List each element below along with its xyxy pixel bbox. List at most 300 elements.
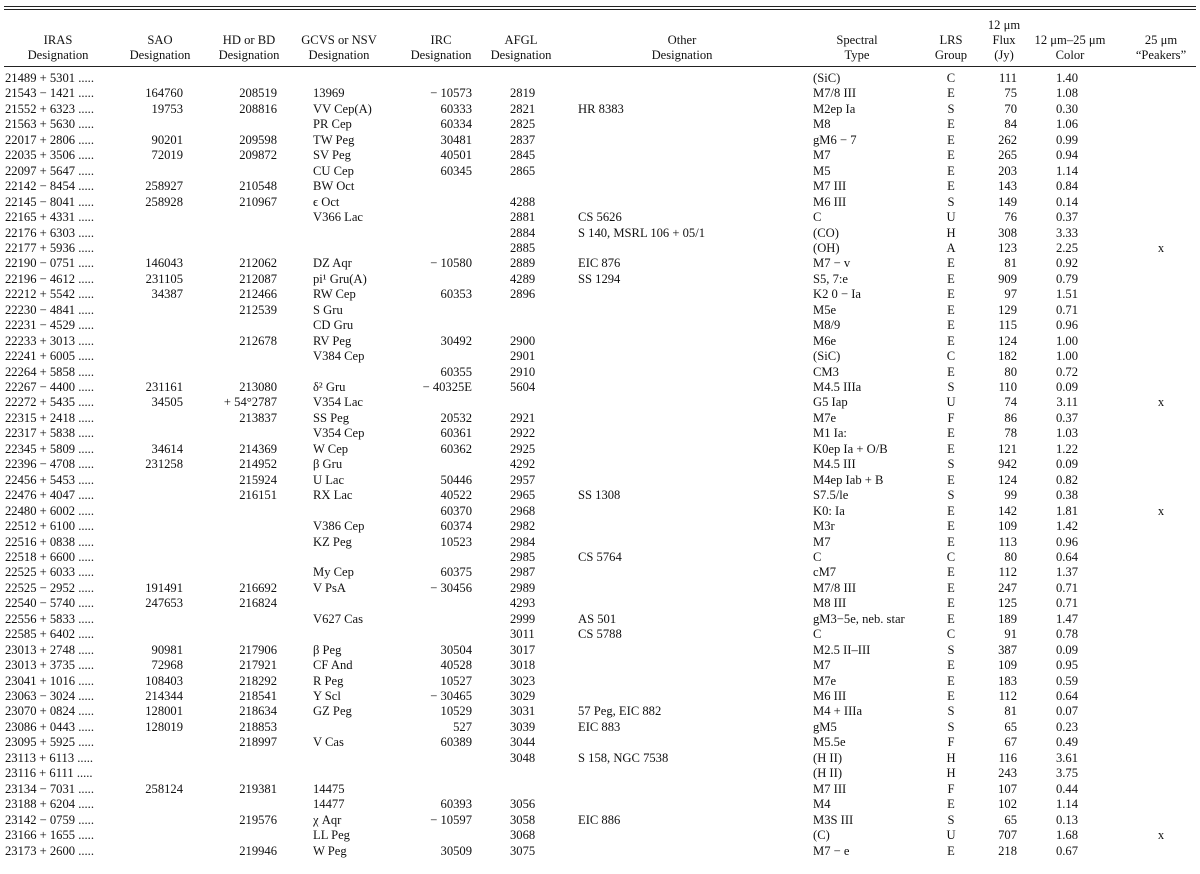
cell-irc: 30509 [440,843,472,858]
header-flux-line: 12 μm [987,18,1021,32]
cell-lrs: E [947,364,955,379]
cell-flux: 91 [1004,627,1017,642]
cell-spec: M3S III [813,812,854,827]
header-sao-line: Designation [129,48,191,62]
cell-sao: 247653 [145,596,183,611]
cell-irc: 60370 [440,503,472,518]
cell-lrs: E [947,580,955,595]
cell-iras: 22396 − 4708 ..... [5,457,94,472]
cell-flux: 243 [998,766,1017,781]
cell-afgl: 2819 [510,86,536,101]
cell-lrs: S [947,101,955,116]
cell-lrs: C [946,349,956,364]
cell-lrs: E [947,797,955,812]
cell-spec: M7/8 III [813,580,857,595]
cell-afgl: 2968 [510,503,536,518]
cell-color: 1.14 [1055,163,1078,178]
cell-irc: 60345 [440,163,472,178]
cell-gcvs: W Cep [313,441,349,456]
cell-iras: 22233 + 3013 ..... [5,333,94,348]
cell-spec: C [813,210,822,225]
cell-spec: M8 III [813,596,847,611]
cell-color: 0.72 [1055,364,1078,379]
cell-spec: K0ep Ia + O/B [813,441,888,456]
cell-lrs: E [947,519,955,534]
cell-flux: 142 [998,503,1017,518]
cell-afgl: 2889 [510,256,536,271]
cell-lrs: E [947,179,955,194]
cell-spec: G5 Iap [813,395,848,410]
cell-afgl: 3048 [510,750,536,765]
cell-color: 0.71 [1055,596,1078,611]
cell-peak: x [1157,828,1165,843]
cell-irc: 10527 [440,673,472,688]
header-lrs-line: Group [934,48,968,62]
header-other-line: Other [667,33,697,47]
cell-gcvs: 14475 [313,781,345,796]
cell-sao: 258927 [145,179,183,194]
cell-irc: 60375 [440,565,472,580]
cell-gcvs: CU Cep [313,163,354,178]
cell-hd: 212678 [239,333,277,348]
cell-spec: M7 [813,148,831,163]
cell-other: HR 8383 [578,101,624,116]
cell-gcvs: PR Cep [313,117,352,132]
cell-gcvs: LL Peg [313,828,350,843]
cell-sao: 90981 [151,642,183,657]
cell-color: 0.09 [1055,457,1078,472]
cell-afgl: 2925 [510,441,536,456]
cell-afgl: 2982 [510,519,536,534]
cell-gcvs: U Lac [313,472,345,487]
cell-lrs: C [946,549,956,564]
cell-lrs: A [946,240,956,255]
cell-gcvs: TW Peg [313,132,355,147]
cell-flux: 129 [998,302,1017,317]
cell-gcvs: V Cas [313,735,344,750]
cell-flux: 112 [998,565,1017,580]
cell-flux: 143 [998,179,1017,194]
cell-lrs: E [947,689,955,703]
cell-hd: 210967 [239,194,277,209]
cell-gcvs: CD Gru [313,318,354,333]
cell-color: 0.07 [1055,704,1078,719]
cell-hd: 208519 [239,86,277,101]
cell-afgl: 3011 [510,627,535,642]
cell-lrs: S [947,812,955,827]
cell-gcvs: DZ Aqr [313,256,352,271]
cell-lrs: S [947,704,955,719]
cell-iras: 22196 − 4612 ..... [5,271,94,286]
header-other-line: Designation [651,48,713,62]
cell-hd: 217921 [239,658,277,673]
cell-afgl: 2900 [510,333,536,348]
cell-afgl: 4288 [510,194,536,209]
cell-spec: M5.5e [813,735,846,750]
cell-other: SS 1294 [578,271,621,286]
cell-spec: M7 III [813,179,847,194]
cell-afgl: 2825 [510,117,536,132]
cell-spec: M7 − v [813,256,851,271]
cell-lrs: U [946,210,956,225]
cell-color: 3.61 [1055,750,1078,765]
cell-color: 1.51 [1055,287,1078,302]
cell-flux: 113 [998,534,1017,549]
cell-color: 1.14 [1055,797,1078,812]
cell-color: 3.75 [1055,766,1078,781]
cell-lrs: E [947,287,955,302]
cell-lrs: E [947,673,955,688]
cell-hd: 218541 [239,689,277,703]
cell-iras: 22540 − 5740 ..... [5,596,94,611]
cell-hd: + 54°2787 [223,395,277,410]
cell-spec: (SiC) [813,349,841,364]
cell-lrs: U [946,395,956,410]
cell-iras: 22317 + 5838 ..... [5,426,94,441]
cell-lrs: E [947,503,955,518]
cell-lrs: E [947,534,955,549]
header-hd-line: Designation [218,48,280,62]
header-iras [28,33,89,63]
cell-afgl: 2865 [510,163,536,178]
cell-color: 3.11 [1056,395,1078,410]
cell-lrs: S [947,488,955,503]
cell-gcvs: CF And [313,658,353,673]
cell-gcvs: KZ Peg [313,534,352,549]
cell-lrs: S [947,642,955,657]
header-spec [836,33,877,63]
cell-lrs: H [946,225,956,240]
cell-flux: 109 [998,658,1017,673]
cell-gcvs: ϵ Oct [313,194,340,209]
cell-gcvs: S Gru [313,302,343,317]
cell-color: 0.79 [1055,271,1078,286]
cell-iras: 22176 + 6303 ..... [5,225,94,240]
header-hd [219,33,280,63]
cell-flux: 262 [998,132,1017,147]
cell-hd: 215924 [239,472,277,487]
header-sao-line: SAO [147,33,173,47]
cell-other: 57 Peg, EIC 882 [578,704,662,719]
cell-irc: 20532 [440,410,472,425]
cell-flux: 183 [998,673,1017,688]
cell-color: 0.09 [1055,380,1078,394]
cell-other: S 158, NGC 7538 [578,750,669,765]
cell-afgl: 3056 [510,797,536,812]
cell-spec: M7 [813,534,831,549]
cell-iras: 23041 + 1016 ..... [5,673,94,688]
cell-iras: 22272 + 5435 ..... [5,395,94,410]
cell-iras: 22264 + 5858 ..... [5,364,94,379]
cell-flux: 102 [998,797,1017,812]
cell-iras: 23086 + 0443 ..... [5,719,94,734]
cell-lrs: F [947,781,955,796]
cell-iras: 21552 + 6323 ..... [5,101,94,116]
cell-gcvs: χ Aqr [313,812,342,827]
cell-lrs: E [947,271,955,286]
cell-sao: 258928 [145,194,183,209]
cell-irc: 40501 [440,148,472,163]
cell-irc: 40528 [440,658,472,673]
cell-spec: M8 [813,117,831,132]
cell-lrs: S [947,380,955,394]
cell-iras: 22267 − 4400 ..... [5,380,94,394]
cell-color: 0.94 [1055,148,1078,163]
cell-gcvs: δ² Gru [313,380,346,394]
cell-color: 3.33 [1055,225,1078,240]
cell-iras: 22525 + 6033 ..... [5,565,94,580]
cell-hd: 212087 [239,271,277,286]
cell-lrs: E [947,843,955,858]
cell-spec: gM5 [813,719,837,734]
cell-sao: 231105 [145,271,183,286]
cell-iras: 22231 − 4529 ..... [5,318,94,333]
cell-other: CS 5764 [578,549,622,564]
cell-hd: 218634 [239,704,277,719]
cell-lrs: E [947,565,955,580]
cell-gcvs: V PsA [313,580,347,595]
cell-lrs: S [947,194,955,209]
cell-iras: 22480 + 6002 ..... [5,503,94,518]
cell-afgl: 2901 [510,349,536,364]
cell-peak: x [1157,395,1165,410]
cell-irc: 40522 [440,488,472,503]
cell-irc: 10529 [440,704,472,719]
cell-lrs: F [947,410,955,425]
cell-color: 0.14 [1055,194,1078,209]
cell-afgl: 4289 [510,271,536,286]
cell-flux: 265 [998,148,1017,163]
cell-irc: 60353 [440,287,472,302]
cell-color: 0.09 [1055,642,1078,657]
cell-afgl: 3029 [510,689,536,703]
cell-iras: 21489 + 5301 ..... [5,71,94,85]
header-spec-line: Spectral [836,33,878,47]
cell-iras: 22456 + 5453 ..... [5,472,94,487]
cell-color: 1.00 [1055,349,1078,364]
cell-flux: 387 [998,642,1017,657]
cell-color: 1.68 [1055,828,1078,843]
cell-lrs: E [947,472,955,487]
cell-irc: 60362 [440,441,472,456]
cell-irc: 60334 [440,117,472,132]
cell-iras: 23113 + 6113 ..... [5,750,94,765]
cell-color: 1.81 [1055,503,1078,518]
cell-afgl: 3017 [510,642,536,657]
cell-iras: 22177 + 5936 ..... [5,240,94,255]
cell-spec: (CO) [813,225,839,240]
cell-irc: 60393 [440,797,472,812]
cell-afgl: 2957 [510,472,536,487]
cell-lrs: E [947,256,955,271]
cell-afgl: 2987 [510,565,536,580]
cell-gcvs: R Peg [313,673,344,688]
cell-spec: M4ep Iab + B [813,472,884,487]
cell-spec: M8/9 [813,318,841,333]
cell-afgl: 4293 [510,596,536,611]
cell-hd: 212539 [239,302,277,317]
cell-color: 0.64 [1055,689,1078,703]
cell-lrs: S [947,457,955,472]
cell-flux: 218 [998,843,1017,858]
cell-spec: M3r [813,519,835,534]
cell-flux: 99 [1004,488,1017,503]
header-flux-line: Flux [992,33,1016,47]
cell-flux: 308 [998,225,1017,240]
cell-sao: 34614 [151,441,183,456]
cell-flux: 123 [998,240,1017,255]
cell-spec: M4.5 III [813,457,856,472]
cell-flux: 112 [998,689,1017,703]
cell-spec: M5 [813,163,831,178]
cell-spec: S5, 7:e [813,271,848,286]
cell-hd: 219576 [239,812,277,827]
cell-color: 0.30 [1055,101,1078,116]
cell-irc: 60361 [440,426,472,441]
cell-afgl: 2881 [510,210,536,225]
cell-flux: 189 [998,611,1017,626]
cell-iras: 23116 + 6111 ..... [5,766,93,781]
cell-other: EIC 886 [578,812,621,827]
cell-flux: 149 [998,194,1017,209]
cell-other: EIC 883 [578,719,621,734]
cell-irc: − 30456 [430,580,472,595]
cell-gcvs: My Cep [313,565,354,580]
cell-spec: gM3−5e, neb. star [813,611,905,626]
cell-irc: − 10597 [430,812,472,827]
cell-iras: 23166 + 1655 ..... [5,828,94,843]
cell-color: 2.25 [1055,240,1078,255]
cell-spec: M7 − e [813,843,850,858]
cell-iras: 23188 + 6204 ..... [5,797,94,812]
cell-hd: 216824 [239,596,277,611]
cell-sao: 34387 [151,287,183,302]
header-color-line: Color [1055,48,1085,62]
cell-gcvs: V354 Lac [313,395,364,410]
cell-gcvs: W Peg [313,843,347,858]
cell-gcvs: β Peg [313,642,342,657]
cell-other: S 140, MSRL 106 + 05/1 [578,225,705,240]
cell-hd: 213837 [239,410,277,425]
header-iras-line: IRAS [43,33,73,47]
cell-sao: 90201 [151,132,183,147]
top-rule-1 [4,6,1196,7]
cell-gcvs: SS Peg [313,410,350,425]
cell-flux: 75 [1004,86,1017,101]
header-sao [130,33,191,63]
header-hd-line: HD or BD [222,33,276,47]
cell-flux: 942 [998,457,1017,472]
cell-hd: 218997 [239,735,277,750]
cell-other: CS 5788 [578,627,622,642]
cell-gcvs: V384 Cep [313,349,365,364]
cell-lrs: E [947,658,955,673]
cell-iras: 23013 + 3735 ..... [5,658,94,673]
cell-irc: 50446 [440,472,472,487]
cell-sao: 72019 [151,148,183,163]
cell-sao: 146043 [145,256,183,271]
cell-lrs: E [947,148,955,163]
cell-lrs: H [946,750,956,765]
cell-iras: 22142 − 8454 ..... [5,179,94,194]
cell-color: 0.99 [1055,132,1078,147]
cell-lrs: E [947,163,955,178]
cell-spec: (OH) [813,240,840,255]
cell-spec: (H II) [813,750,843,765]
cell-lrs: F [947,735,955,750]
cell-afgl: 2965 [510,488,536,503]
cell-sao: 108403 [145,673,183,688]
cell-flux: 124 [998,472,1017,487]
cell-spec: gM6 − 7 [813,132,857,147]
cell-gcvs: V627 Cas [313,611,364,626]
header-color [1035,33,1106,63]
cell-color: 0.44 [1055,781,1078,796]
cell-iras: 23070 + 0824 ..... [5,704,94,719]
cell-afgl: 2999 [510,611,536,626]
cell-afgl: 2989 [510,580,536,595]
cell-spec: M7 [813,658,831,673]
cell-afgl: 2884 [510,225,536,240]
cell-color: 0.49 [1055,735,1078,750]
cell-spec: M7e [813,673,837,688]
cell-iras: 23013 + 2748 ..... [5,642,94,657]
cell-color: 0.13 [1055,812,1078,827]
cell-lrs: E [947,611,955,626]
cell-afgl: 2896 [510,287,536,302]
cell-other: EIC 876 [578,256,621,271]
cell-iras: 23173 + 2600 ..... [5,843,94,858]
cell-color: 0.84 [1055,179,1078,194]
cell-other: SS 1308 [578,488,621,503]
header-irc-line: IRC [430,33,452,47]
header-peak [1136,33,1186,63]
cell-afgl: 2910 [510,364,536,379]
cell-spec: (SiC) [813,71,841,85]
cell-afgl: 2821 [510,101,536,116]
cell-afgl: 3023 [510,673,536,688]
header-afgl-line: AFGL [504,33,538,47]
cell-gcvs: BW Oct [313,179,355,194]
cell-hd: 210548 [239,179,277,194]
cell-color: 0.96 [1055,318,1078,333]
cell-hd: 218292 [239,673,277,688]
cell-flux: 109 [998,519,1017,534]
cell-hd: 214952 [239,457,277,472]
cell-sao: 34505 [151,395,183,410]
cell-spec: M4 [813,797,831,812]
cell-lrs: C [946,627,956,642]
cell-irc: − 10573 [430,86,472,101]
cell-afgl: 3044 [510,735,536,750]
cell-color: 0.78 [1055,627,1078,642]
cell-spec: cM7 [813,565,837,580]
cell-iras: 22230 − 4841 ..... [5,302,94,317]
cell-spec: (H II) [813,766,843,781]
header-color-line: 12 μm–25 μm [1034,33,1106,47]
cell-iras: 22512 + 6100 ..... [5,519,94,534]
cell-color: 0.96 [1055,534,1078,549]
cell-afgl: 3039 [510,719,536,734]
cell-iras: 22518 + 6600 ..... [5,549,94,564]
cell-iras: 23095 + 5925 ..... [5,735,94,750]
header-irc-line: Designation [410,48,472,62]
header-irc [411,33,472,63]
cell-iras: 22556 + 5833 ..... [5,611,94,626]
cell-spec: K2 0 − Ia [813,287,862,302]
cell-color: 0.38 [1055,488,1078,503]
cell-afgl: 3075 [510,843,536,858]
